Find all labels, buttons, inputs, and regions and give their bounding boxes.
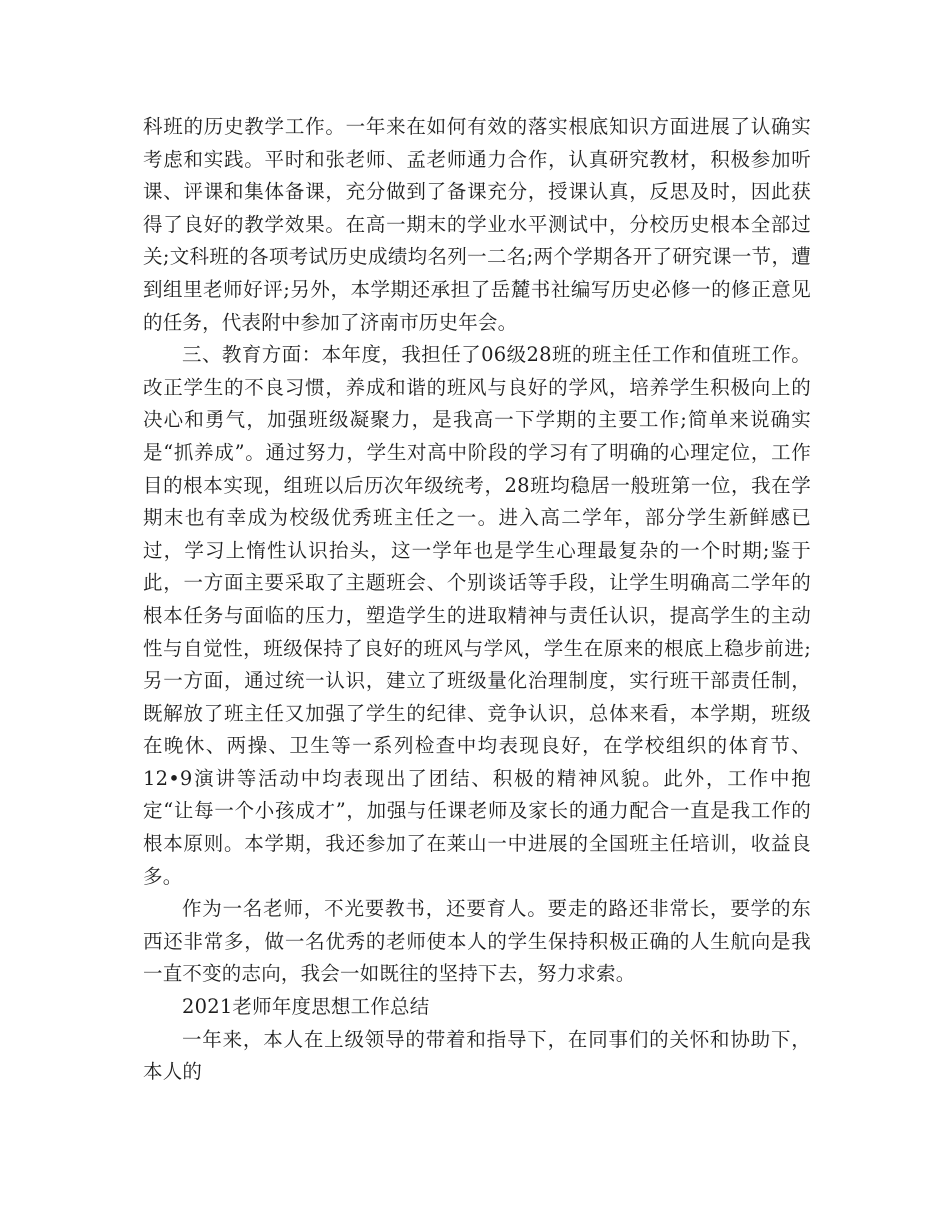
paragraph-education-section: 三、教育方面：本年度，我担任了06级28班的班主任工作和值班工作。改正学生的不良习惯，养成和谐的班风与良好的学风，培养学生积极向上的决心和勇气，加强班级凝聚力，是我高一下学期的主要工作;简单来说确实是“抓养成”。通过努力，学生对高中阶段的学习有了明确的心理定位，工作目的根本实现，组班以后历次年级统考，28班均稳居一般班第一位，我在学期末也有幸成为校级优秀班主任之一。进入高二学年，部分学生新鲜感已过，学习上惰性认识抬头，这一学年也是学生心理最复杂的一个时期;鉴于此，一方面主要采取了主题班会、个别谈话等手段，让学生明确高二学年的根本任务与面临的压力，塑造学生的进取精神与责任认识，提高学生的主动性与自觉性，班级保持了良好的班风与学风，学生在原来的根底上稳步前进;另一方面，通过统一认识，建立了班级量化治理制度，实行班干部责任制，既解放了班主任又加强了学生的纪律、竞争认识，总体来看，本学期，班级在晚休、两操、卫生等一系列检查中均表现良好，在学校组织的体育节、12•9演讲等活动中均表现出了团结、积极的精神风貌。此外，工作中抱定“让每一个小孩成才”，加强与任课老师及家长的通力配合一直是我工作的根本原则。本学期，我还参加了在莱山一中进展的全国班主任培训，收益良多。 [143, 343, 811, 888]
paragraph-conclusion: 作为一名老师，不光要教书，还要育人。要走的路还非常长，要学的东西还非常多，做一名优秀的老师使本人的学生保持积极正确的人生航向是我一直不变的志向，我会一如既往的坚持下去，努力求索。 [143, 897, 811, 986]
document-body [143, 111, 811, 1089]
section-heading: 2021老师年度思想工作总结 [182, 995, 430, 1019]
paragraph-intro: 一年来，本人在上级领导的带着和指导下，在同事们的关怀和协助下，本人的 [143, 1027, 811, 1084]
paragraph-teaching-work: 科班的历史教学工作。一年来在如何有效的落实根底知识方面进展了认确实考虑和实践。平时和张老师、孟老师通力合作，认真研究教材，积极参加听课、评课和集体备课，充分做到了备课充分，授课认真，反思及时，因此获得了良好的教学效果。在高一期末的学业水平测试中，分校历史根本全部过关;文科班的各项考试历史成绩均名列一二名;两个学期各开了研究课一节，遭到组里老师好评;另外，本学期还承担了岳麓书社编写历史必修一的修正意见的任务，代表附中参加了济南市历史年会。 [143, 115, 811, 334]
